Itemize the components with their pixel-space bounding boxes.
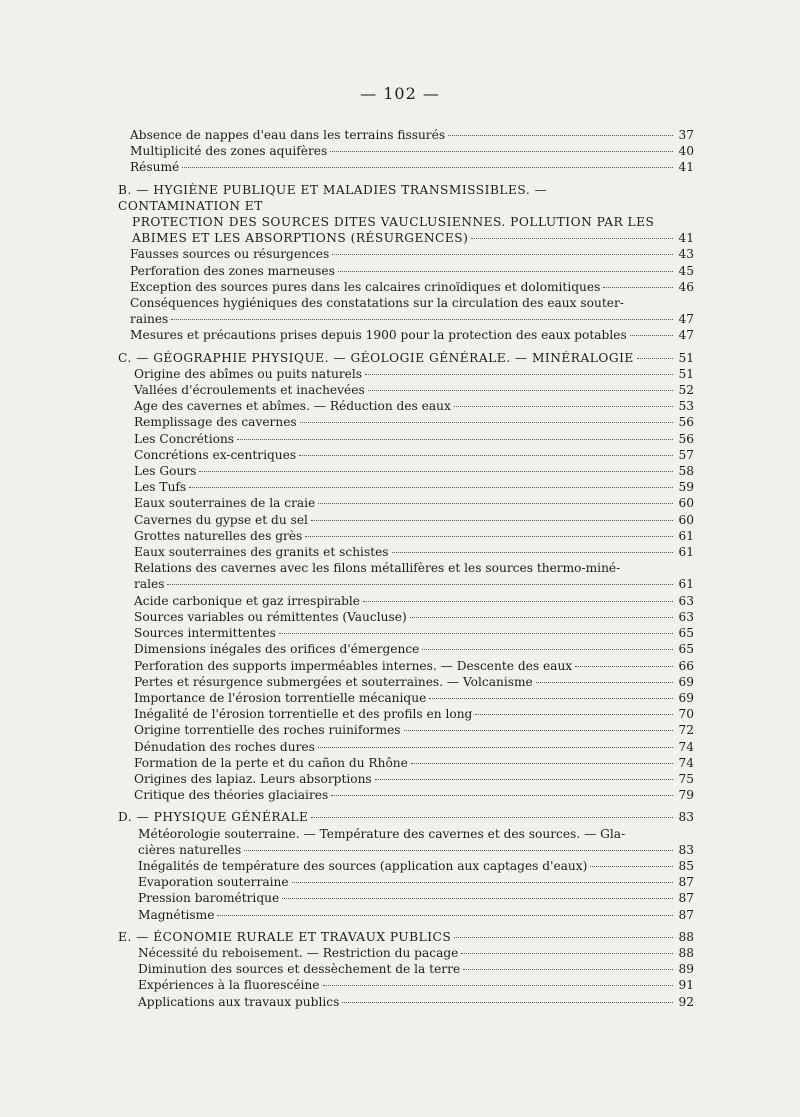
dot-leader bbox=[338, 270, 673, 272]
toc-entry-title: Sources intermittentes bbox=[134, 626, 276, 641]
toc-entry-title: Les Gours bbox=[134, 464, 197, 479]
toc-entry bbox=[118, 431, 694, 447]
dot-leader bbox=[463, 968, 673, 970]
toc-entry bbox=[118, 771, 694, 787]
toc-entry-line bbox=[134, 593, 694, 609]
toc-entry-line: B. — HYGIÈNE PUBLIQUE ET MALADIES TRANSMISSIBLES. — CONTAMINATION ET bbox=[118, 182, 548, 213]
toc-entry-title: Cavernes du gypse et du sel bbox=[134, 512, 308, 527]
toc-entry-title: ABIMES ET LES ABSORPTIONS (RÉSURGENCES) bbox=[132, 231, 469, 246]
toc-entry-line bbox=[134, 512, 694, 528]
toc-entry-line bbox=[134, 658, 694, 674]
toc-entry bbox=[118, 366, 694, 382]
toc-entry bbox=[118, 890, 694, 906]
toc-entry-line bbox=[134, 544, 694, 560]
toc-page-number: 88 bbox=[678, 929, 694, 944]
dot-leader bbox=[199, 470, 673, 472]
toc-entry bbox=[118, 479, 694, 495]
toc-entry-line bbox=[130, 279, 694, 295]
toc-entry bbox=[118, 641, 694, 657]
toc-entry-title: Origines des lapiaz. Leurs absorptions bbox=[134, 771, 372, 786]
toc-entry bbox=[118, 544, 694, 560]
dot-leader bbox=[575, 665, 673, 667]
toc-page-number: 79 bbox=[678, 788, 694, 803]
toc-entry-line bbox=[134, 706, 694, 722]
toc-entry-line bbox=[118, 929, 694, 945]
toc-page-number: 61 bbox=[678, 528, 694, 543]
toc-entry-line bbox=[134, 528, 694, 544]
toc-entry bbox=[118, 414, 694, 430]
toc-page-number: 87 bbox=[678, 875, 694, 890]
toc-entry-title: Sources variables ou rémittentes (Vaucluse) bbox=[134, 609, 407, 624]
toc-entry-title: Vallées d'écroulements et inachevées bbox=[134, 383, 365, 398]
toc-entry bbox=[118, 945, 694, 961]
toc-page-number: 58 bbox=[678, 464, 694, 479]
toc-entry-title: Dimensions inégales des orifices d'émergence bbox=[134, 642, 420, 657]
toc-page-number: 53 bbox=[678, 399, 694, 414]
toc-entry-line bbox=[134, 771, 694, 787]
toc-entry-title: Age des cavernes et abîmes. — Réduction des eaux bbox=[134, 399, 451, 414]
dot-leader bbox=[318, 746, 673, 748]
toc-entry-line bbox=[138, 842, 694, 858]
toc-entry-line bbox=[138, 858, 694, 874]
toc-entry-line: Conséquences hygiéniques des constatations sur la circulation des eaux souter- bbox=[130, 296, 624, 311]
dot-leader bbox=[300, 421, 673, 423]
toc-page-number: 61 bbox=[678, 577, 694, 592]
toc-page-number: 72 bbox=[678, 723, 694, 738]
toc-entry-line bbox=[118, 350, 694, 366]
toc-entry-line bbox=[134, 641, 694, 657]
toc-page-number: 66 bbox=[678, 658, 694, 673]
toc-entry-title: Concrétions ex-centriques bbox=[134, 447, 297, 462]
toc-entry-title: cières naturelles bbox=[138, 842, 242, 857]
toc-page-number: 69 bbox=[678, 690, 694, 705]
toc-page-number: 60 bbox=[678, 512, 694, 527]
dot-leader bbox=[590, 865, 673, 867]
toc-page-number: 47 bbox=[678, 312, 694, 327]
toc-entry bbox=[118, 787, 694, 803]
toc-entry-line bbox=[130, 311, 694, 327]
toc-entry bbox=[118, 127, 694, 143]
toc-entry bbox=[118, 961, 694, 977]
toc-entry-title: Diminution des sources et dessèchement de la terre bbox=[138, 962, 461, 977]
toc-entry bbox=[118, 593, 694, 609]
dot-leader bbox=[189, 486, 673, 488]
toc-page-number: 65 bbox=[678, 626, 694, 641]
toc-page-number: 83 bbox=[678, 842, 694, 857]
toc-entry-title: Expériences à la fluorescéine bbox=[138, 978, 320, 993]
toc-entry bbox=[118, 143, 694, 159]
toc-entry bbox=[118, 826, 694, 858]
dot-leader bbox=[279, 632, 673, 634]
toc-entry-title: Eaux souterraines de la craie bbox=[134, 496, 316, 511]
toc-page-number: 83 bbox=[678, 810, 694, 825]
toc-entry-title: C. — GÉOGRAPHIE PHYSIQUE. — GÉOLOGIE GÉNÉRALE. — MINÉRALOGIE bbox=[118, 350, 634, 365]
dot-leader bbox=[332, 253, 673, 255]
dot-leader bbox=[171, 318, 673, 320]
toc-entry bbox=[118, 495, 694, 511]
toc-entry-line bbox=[134, 431, 694, 447]
toc-entry bbox=[118, 447, 694, 463]
toc-entry-title: Perforation des supports imperméables internes. — Descente des eaux bbox=[134, 658, 573, 673]
toc-page-number: 51 bbox=[678, 350, 694, 365]
toc-entry-line bbox=[134, 479, 694, 495]
toc-page-number: 75 bbox=[678, 771, 694, 786]
dot-leader bbox=[292, 881, 673, 883]
toc-entry-line bbox=[134, 690, 694, 706]
toc-entry bbox=[118, 755, 694, 771]
toc-entry bbox=[118, 560, 694, 592]
toc-entry-line bbox=[130, 327, 694, 343]
toc-entry bbox=[118, 907, 694, 923]
toc-page-number: 87 bbox=[678, 891, 694, 906]
toc-page-number: 60 bbox=[678, 496, 694, 511]
toc-entry-title: Résumé bbox=[130, 160, 180, 175]
toc-entry-line bbox=[130, 159, 694, 175]
dot-leader bbox=[323, 984, 673, 986]
dot-leader bbox=[603, 286, 673, 288]
toc-entry-line: PROTECTION DES SOURCES DITES VAUCLUSIENNES. POLLUTION PAR LES bbox=[132, 215, 655, 230]
table-of-contents bbox=[118, 127, 694, 1010]
dot-leader bbox=[342, 1001, 673, 1003]
dot-leader bbox=[375, 778, 673, 780]
toc-entry-title: Exception des sources pures dans les calcaires crinoïdiques et dolomitiques bbox=[130, 279, 601, 294]
toc-section-heading bbox=[118, 350, 694, 366]
toc-entry-line bbox=[118, 230, 694, 246]
dot-leader bbox=[368, 389, 673, 391]
toc-entry-title: Fausses sources ou résurgences bbox=[130, 247, 330, 262]
toc-entry-title: Inégalité de l'érosion torrentielle et des profils en long bbox=[134, 707, 473, 722]
dot-leader bbox=[330, 150, 673, 152]
toc-page-number: 61 bbox=[678, 545, 694, 560]
toc-page-number: 63 bbox=[678, 593, 694, 608]
toc-entry bbox=[118, 977, 694, 993]
toc-entry-line bbox=[138, 977, 694, 993]
toc-entry-title: Grottes naturelles des grès bbox=[134, 528, 303, 543]
toc-entry-title: Importance de l'érosion torrentielle mécanique bbox=[134, 690, 427, 705]
toc-entry-title: Nécessité du reboisement. — Restriction du pacage bbox=[138, 945, 459, 960]
toc-page-number: 74 bbox=[678, 739, 694, 754]
toc-section-heading bbox=[118, 809, 694, 825]
dot-leader bbox=[305, 535, 673, 537]
toc-entry bbox=[118, 528, 694, 544]
toc-entry-line bbox=[138, 907, 694, 923]
toc-entry bbox=[118, 295, 694, 327]
dot-leader bbox=[471, 237, 673, 239]
toc-page-number: 85 bbox=[678, 858, 694, 873]
toc-entry-line: Relations des cavernes avec les filons métallifères et les sources thermo-miné- bbox=[134, 561, 621, 576]
dot-leader bbox=[182, 166, 673, 168]
toc-entry-title: D. — PHYSIQUE GÉNÉRALE bbox=[118, 810, 309, 825]
toc-entry bbox=[118, 674, 694, 690]
toc-entry bbox=[118, 625, 694, 641]
toc-page-number: 92 bbox=[678, 994, 694, 1009]
toc-entry bbox=[118, 263, 694, 279]
toc-entry-title: E. — ÉCONOMIE RURALE ET TRAVAUX PUBLICS bbox=[118, 929, 452, 944]
toc-entry-line bbox=[134, 398, 694, 414]
dot-leader bbox=[422, 648, 673, 650]
toc-entry bbox=[118, 246, 694, 262]
dot-leader bbox=[454, 405, 673, 407]
page-number: — 102 — bbox=[360, 84, 440, 103]
toc-entry-title: Absence de nappes d'eau dans les terrains fissurés bbox=[130, 128, 446, 142]
toc-entry-title: Formation de la perte et du cañon du Rhône bbox=[134, 755, 408, 770]
dot-leader bbox=[217, 914, 673, 916]
dot-leader bbox=[410, 616, 673, 618]
toc-page-number: 88 bbox=[678, 945, 694, 960]
toc-entry bbox=[118, 279, 694, 295]
toc-entry bbox=[118, 874, 694, 890]
toc-entry-line bbox=[134, 755, 694, 771]
toc-entry bbox=[118, 463, 694, 479]
dot-leader bbox=[448, 134, 673, 136]
dot-leader bbox=[404, 729, 673, 731]
toc-page-number: 87 bbox=[678, 907, 694, 922]
toc-page-number: 46 bbox=[678, 279, 694, 294]
dot-leader bbox=[318, 502, 673, 504]
toc-entry-line bbox=[138, 874, 694, 890]
toc-section-heading bbox=[118, 182, 694, 247]
toc-entry-title: Applications aux travaux publics bbox=[138, 994, 340, 1009]
toc-entry-title: Inégalités de température des sources (application aux captages d'eaux) bbox=[138, 858, 588, 873]
toc-entry-line: Météorologie souterraine. — Température des cavernes et des sources. — Gla- bbox=[138, 826, 626, 841]
toc-page-number: 63 bbox=[678, 609, 694, 624]
toc-page-number: 89 bbox=[678, 962, 694, 977]
dot-leader bbox=[363, 600, 673, 602]
dot-leader bbox=[536, 681, 673, 683]
toc-entry-title: Mesures et précautions prises depuis 1900 pour la protection des eaux potables bbox=[130, 328, 627, 343]
toc-entry bbox=[118, 690, 694, 706]
toc-section-heading bbox=[118, 929, 694, 945]
dot-leader bbox=[411, 762, 673, 764]
toc-page-number: 47 bbox=[678, 328, 694, 343]
dot-leader bbox=[331, 794, 673, 796]
dot-leader bbox=[282, 897, 673, 899]
toc-entry-title: Magnétisme bbox=[138, 907, 215, 922]
toc-entry bbox=[118, 159, 694, 175]
toc-entry-title: Les Concrétions bbox=[134, 431, 235, 446]
toc-entry-line bbox=[134, 787, 694, 803]
toc-entry-line bbox=[134, 722, 694, 738]
toc-entry bbox=[118, 398, 694, 414]
dot-leader bbox=[630, 334, 673, 336]
toc-entry-line bbox=[138, 890, 694, 906]
dot-leader bbox=[461, 952, 673, 954]
toc-entry bbox=[118, 609, 694, 625]
toc-entry-title: Evaporation souterraine bbox=[138, 875, 289, 890]
dot-leader bbox=[392, 551, 673, 553]
toc-entry bbox=[118, 739, 694, 755]
toc-entry-line bbox=[134, 447, 694, 463]
toc-page-number: 74 bbox=[678, 755, 694, 770]
toc-entry-title: raines bbox=[130, 312, 169, 327]
toc-entry-title: Perforation des zones marneuses bbox=[130, 263, 335, 278]
toc-page-number: 70 bbox=[678, 707, 694, 722]
dot-leader bbox=[429, 697, 673, 699]
toc-entry-title: Acide carbonique et gaz irrespirable bbox=[134, 593, 361, 608]
toc-entry-line bbox=[134, 495, 694, 511]
toc-entry-title: Eaux souterraines des granits et schistes bbox=[134, 545, 389, 560]
toc-page-number: 45 bbox=[678, 263, 694, 278]
toc-entry-line bbox=[138, 945, 694, 961]
toc-entry-line bbox=[130, 143, 694, 159]
toc-entry-line bbox=[134, 576, 694, 592]
toc-entry-line bbox=[134, 463, 694, 479]
toc-page-number: 69 bbox=[678, 674, 694, 689]
toc-page-number: 37 bbox=[678, 128, 694, 142]
toc-entry-line bbox=[134, 609, 694, 625]
toc-entry bbox=[118, 722, 694, 738]
toc-entry-title: Critique des théories glaciaires bbox=[134, 788, 329, 803]
dot-leader bbox=[237, 438, 673, 440]
dot-leader bbox=[365, 373, 673, 375]
toc-entry-title: Origine des abîmes ou puits naturels bbox=[134, 366, 363, 381]
dot-leader bbox=[454, 936, 673, 938]
dot-leader bbox=[311, 519, 673, 521]
dot-leader bbox=[475, 713, 673, 715]
toc-page-number: 56 bbox=[678, 415, 694, 430]
toc-entry-line bbox=[118, 809, 694, 825]
toc-entry-title: rales bbox=[134, 577, 165, 592]
toc-page-number: 91 bbox=[678, 978, 694, 993]
toc-entry bbox=[118, 658, 694, 674]
toc-entry-line bbox=[130, 246, 694, 262]
toc-page-number: 41 bbox=[678, 231, 694, 246]
dot-leader bbox=[637, 357, 673, 359]
toc-entry-title: Origine torrentielle des roches ruiniformes bbox=[134, 723, 401, 738]
toc-page-number: 57 bbox=[678, 447, 694, 462]
toc-page-number: 65 bbox=[678, 642, 694, 657]
toc-entry-line bbox=[134, 674, 694, 690]
toc-entry-line bbox=[134, 739, 694, 755]
toc-page-number: 43 bbox=[678, 247, 694, 262]
toc-entry-title: Les Tufs bbox=[134, 480, 187, 495]
toc-entry-line bbox=[134, 414, 694, 430]
toc-page-number: 40 bbox=[678, 144, 694, 159]
toc-entry-line bbox=[134, 366, 694, 382]
toc-entry-line bbox=[134, 382, 694, 398]
toc-entry-line bbox=[138, 994, 694, 1010]
toc-entry-title: Pertes et résurgence submergées et souterraines. — Volcanisme bbox=[134, 674, 533, 689]
toc-entry-line bbox=[130, 263, 694, 279]
toc-page-number: 59 bbox=[678, 480, 694, 495]
toc-page-number: 56 bbox=[678, 431, 694, 446]
toc-entry-line bbox=[134, 625, 694, 641]
toc-page-number: 51 bbox=[678, 366, 694, 381]
dot-leader bbox=[299, 454, 673, 456]
toc-entry-line bbox=[138, 961, 694, 977]
toc-page-number: 41 bbox=[678, 160, 694, 175]
dot-leader bbox=[311, 816, 673, 818]
toc-entry-title: Multiplicité des zones aquifères bbox=[130, 144, 328, 159]
toc-entry bbox=[118, 994, 694, 1010]
toc-entry bbox=[118, 706, 694, 722]
dot-leader bbox=[167, 583, 673, 585]
toc-entry bbox=[118, 382, 694, 398]
toc-page-number: 52 bbox=[678, 383, 694, 398]
toc-entry bbox=[118, 327, 694, 343]
toc-entry-title: Remplissage des cavernes bbox=[134, 415, 297, 430]
toc-entry bbox=[118, 512, 694, 528]
toc-entry bbox=[118, 858, 694, 874]
toc-entry-title: Dénudation des roches dures bbox=[134, 739, 315, 754]
dot-leader bbox=[244, 849, 673, 851]
toc-entry-line bbox=[130, 127, 694, 143]
toc-entry-title: Pression barométrique bbox=[138, 891, 280, 906]
